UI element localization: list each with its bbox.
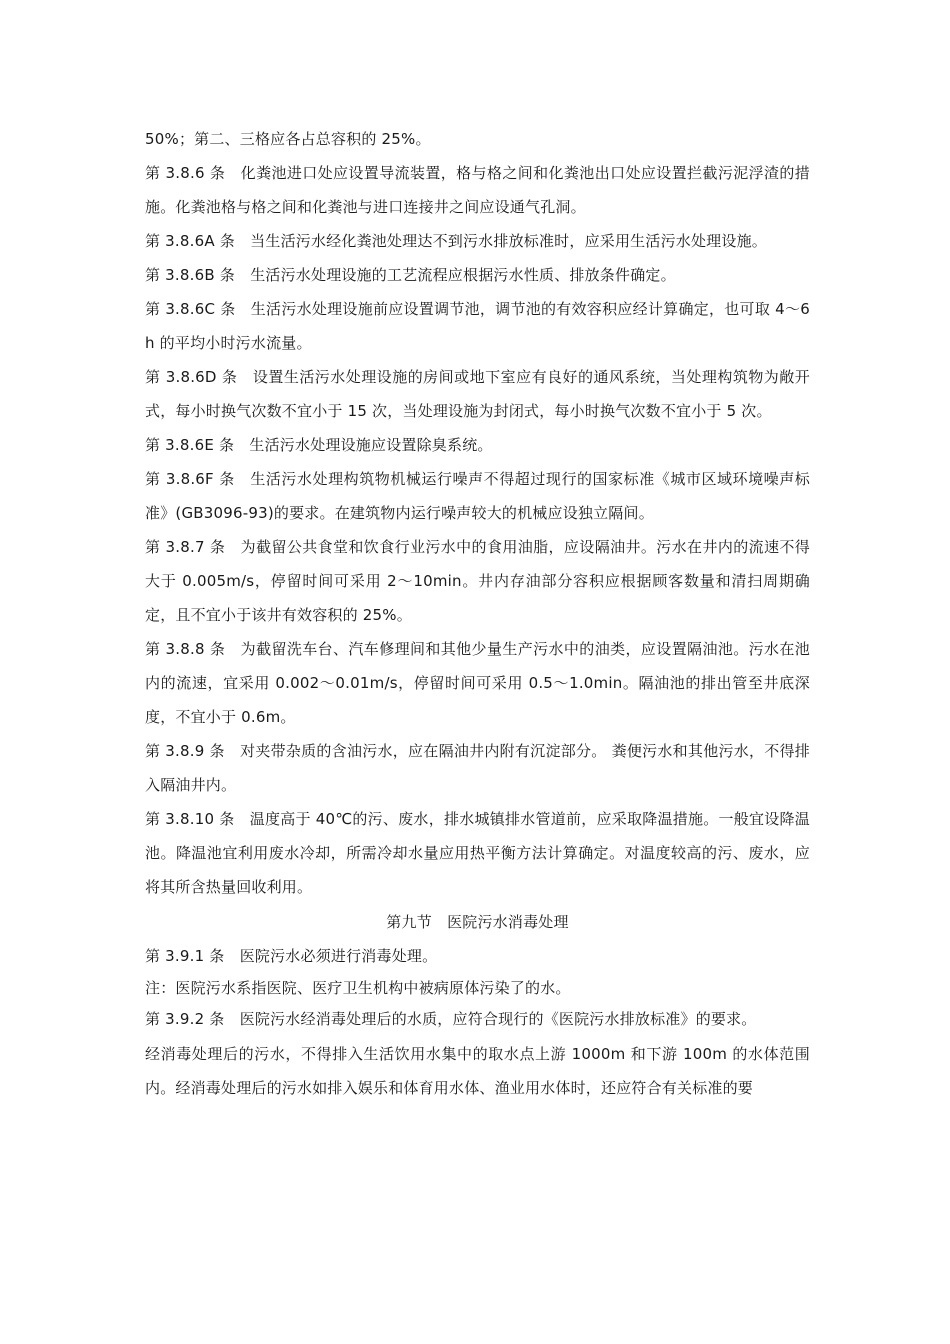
paragraph [145, 258, 810, 292]
article-number: 第 3.8.6D 条 [145, 368, 253, 386]
paragraph [145, 360, 810, 428]
paragraph [145, 530, 810, 632]
article-number: 第 3.8.6F 条 [145, 470, 251, 488]
paragraph [145, 734, 810, 802]
paragraph-text: 注：医院污水系指医院、医疗卫生机构中被病原体污染了的水。 [145, 978, 571, 997]
paragraph-text: 生活污水处理设施的工艺流程应根据污水性质、排放条件确定。 [250, 266, 676, 284]
article-number: 第 3.8.7 条 [145, 538, 241, 556]
paragraph-text: 生活污水处理设施应设置除臭系统。 [249, 436, 493, 454]
paragraph [145, 1037, 810, 1105]
article-number: 第 3.8.9 条 [145, 742, 241, 760]
paragraph [145, 1005, 810, 1035]
note-paragraph [145, 974, 810, 1004]
paragraph-text: 化粪池进口处应设置导流装置，格与格之间和化粪池出口处应设置拦截污泥浮渣的措施。化粪池格与格之间和化粪池与进口连接井之间应设通气孔洞。 [145, 164, 811, 216]
paragraph-text: 生活污水处理构筑物机械运行噪声不得超过现行的国家标准《城市区域环境噪声标准》(GB3096-93)的要求。在建筑物内运行噪声较大的机械应设独立隔间。 [145, 470, 810, 522]
paragraph-text: 50%；第二、三格应各占总容积的 25%。 [145, 130, 431, 148]
paragraph-text: 对夹带杂质的含油污水，应在隔油井内附有沉淀部分。 粪便污水和其他污水，不得排入隔油井内。 [145, 742, 811, 794]
section-title: 第九节 医院污水消毒处理 [386, 913, 569, 931]
paragraph-text: 生活污水处理设施前应设置调节池，调节池的有效容积应经计算确定，也可取 4～6h 的平均小时污水流量。 [145, 300, 810, 352]
paragraph [145, 292, 810, 360]
paragraph [145, 802, 810, 904]
article-number: 第 3.9.2 条 [145, 1010, 240, 1028]
paragraph [145, 942, 810, 972]
document-body [145, 122, 810, 1105]
paragraph-text: 医院污水必须进行消毒处理。 [239, 947, 438, 965]
article-number: 第 3.9.1 条 [145, 947, 240, 965]
paragraph-text: 医院污水经消毒处理后的水质，应符合现行的《医院污水排放标准》的要求。 [239, 1010, 757, 1028]
paragraph-text: 温度高于 40℃的污、废水，排水城镇排水管道前，应采取降温措施。一般宜设降温池。降温池宜利用废水冷却，所需冷却水量应用热平衡方法计算确定。对温度较高的污、废水，应将其所含热量回收利用。 [145, 810, 811, 896]
paragraph [145, 122, 810, 156]
paragraph [145, 632, 810, 734]
paragraph-text: 为截留公共食堂和饮食行业污水中的食用油脂，应设隔油井。污水在井内的流速不得大于 0.005m/s，停留时间可采用 2～10min。井内存油部分容积应根据顾客数量和清扫周期确定，且不宜小于该井有效容积的 25%。 [145, 538, 811, 624]
paragraph [145, 224, 810, 258]
article-number: 第 3.8.6A 条 [145, 232, 251, 250]
article-number: 第 3.8.8 条 [145, 640, 241, 658]
paragraph-text: 为截留洗车台、汽车修理间和其他少量生产污水中的油类，应设置隔油池。污水在池内的流速，宜采用 0.002～0.01m/s，停留时间可采用 0.5～1.0min。隔油池的排出管至井底深度，不宜小于 0.6m。 [145, 640, 811, 726]
paragraph [145, 156, 810, 224]
article-number: 第 3.8.10 条 [145, 810, 250, 828]
paragraph-text: 当生活污水经化粪池处理达不到污水排放标准时，应采用生活污水处理设施。 [250, 232, 767, 250]
paragraph-text: 设置生活污水处理设施的房间或地下室应有良好的通风系统，当处理构筑物为敞开式，每小时换气次数不宜小于 15 次，当处理设施为封闭式，每小时换气次数不宜小于 5 次。 [145, 368, 810, 420]
article-number: 第 3.8.6C 条 [145, 300, 251, 318]
article-number: 第 3.8.6 条 [145, 164, 241, 182]
article-number: 第 3.8.6E 条 [145, 436, 250, 454]
article-number: 第 3.8.6B 条 [145, 266, 251, 284]
paragraph-text: 经消毒处理后的污水，不得排入生活饮用水集中的取水点上游 1000m 和下游 100m 的水体范围内。经消毒处理后的污水如排入娱乐和体育用水体、渔业用水体时，还应符合有关标准的要 [145, 1044, 810, 1097]
paragraph [145, 428, 810, 462]
paragraph [145, 462, 810, 530]
